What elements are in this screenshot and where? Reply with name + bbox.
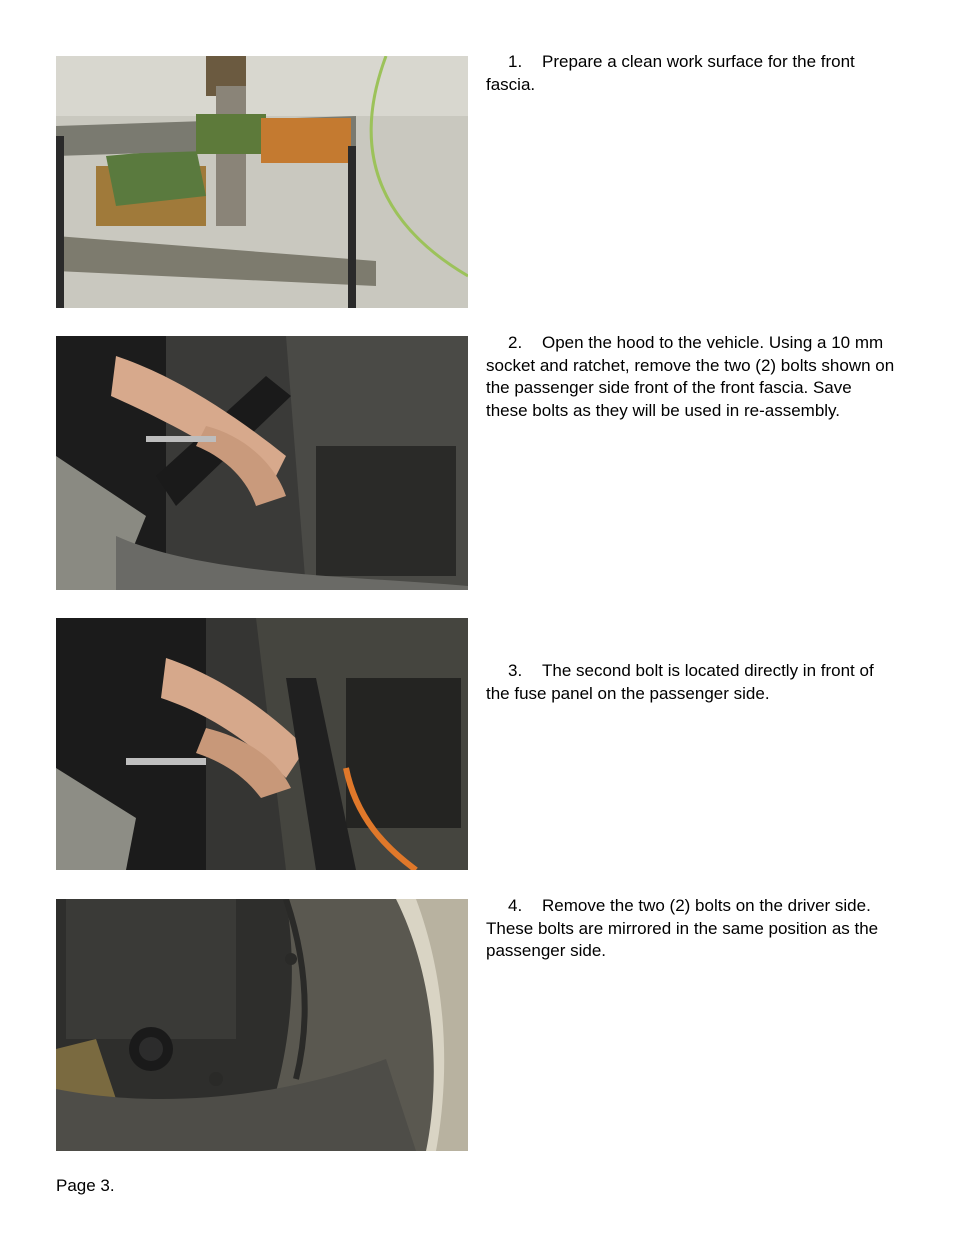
step-2-number: 2. [508, 333, 523, 352]
photo-work-surface [56, 56, 468, 308]
page-number: Page 3. [56, 1176, 115, 1195]
step-4-text: Remove the two (2) bolts on the driver side. These bolts are mirrored in the same position as the passenger side. [486, 896, 879, 960]
step-3 [486, 660, 896, 705]
step-1-text: Prepare a clean work surface for the front fascia. [486, 52, 855, 94]
photo-driver-side-bolts [56, 899, 468, 1151]
step-3-text: The second bolt is located directly in front of the fuse panel on the passenger side. [486, 661, 874, 703]
step-4 [486, 895, 896, 963]
photo-fuse-panel-bolt [56, 618, 468, 870]
step-2-text: Open the hood to the vehicle. Using a 10 mm socket and ratchet, remove the two (2) bolts shown on the passenger side front of the front fascia. Save these bolts as they will be used in re-assembly. [486, 333, 895, 420]
step-4-number: 4. [508, 896, 523, 915]
step-1 [486, 51, 896, 96]
step-2 [486, 332, 896, 422]
step-3-number: 3. [508, 661, 523, 680]
photo-passenger-bolts [56, 336, 468, 590]
step-1-number: 1. [508, 52, 523, 71]
